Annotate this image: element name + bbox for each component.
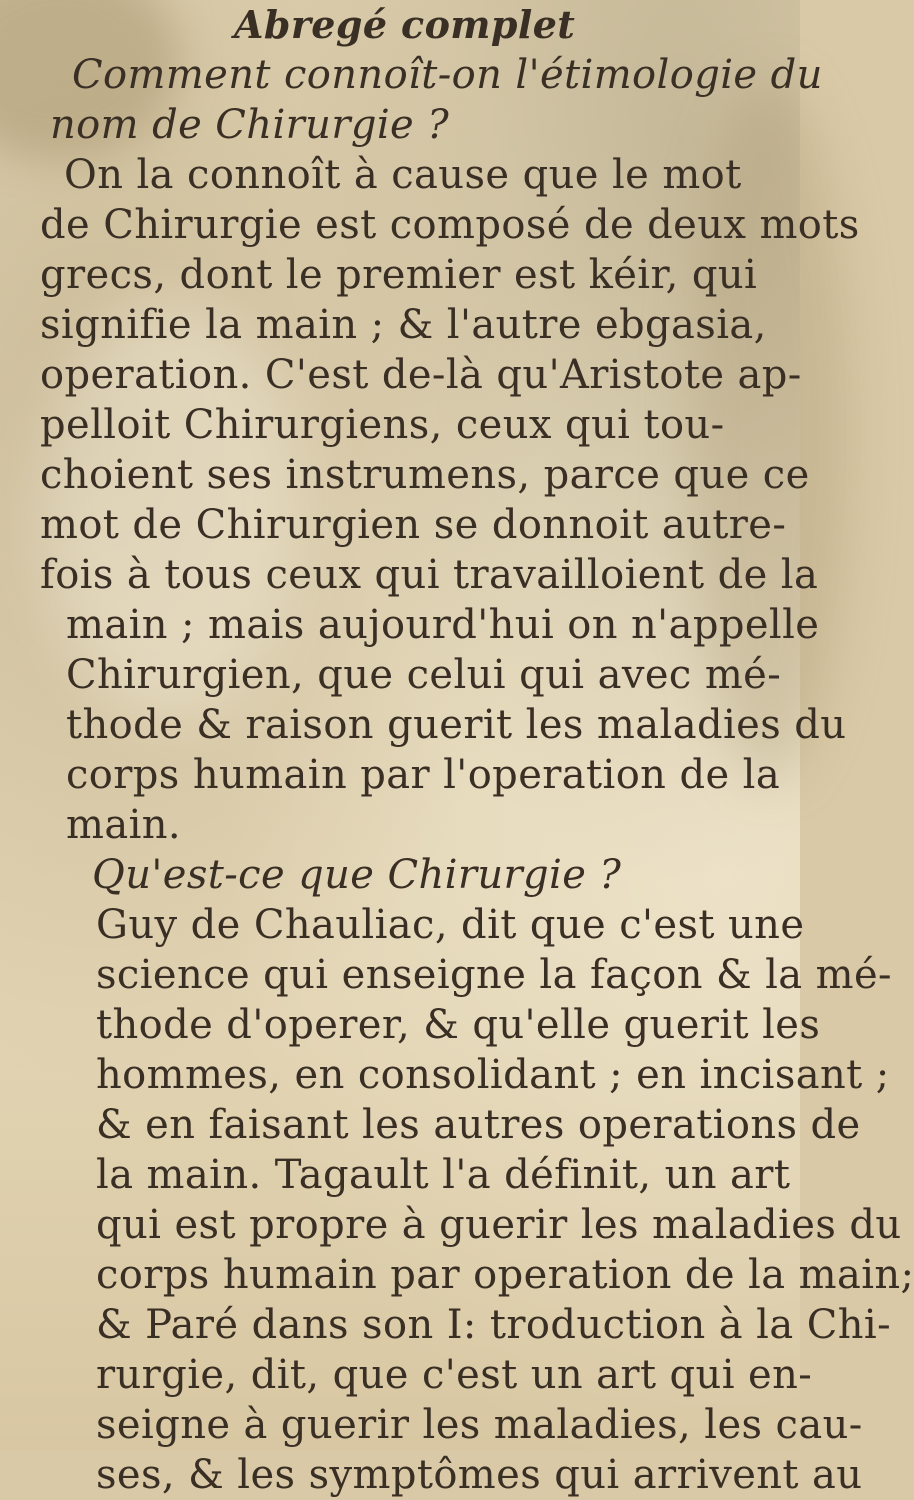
paragraph-line: seigne à guerir les maladies, les cau- [96, 1402, 863, 1448]
paragraph-line: de Chirurgie est composé de deux mots [40, 202, 860, 248]
paragraph-line: fois à tous ceux qui travailloient de la [40, 552, 819, 598]
paragraph-line: mot de Chirurgien se donnoit autre- [40, 502, 787, 548]
paragraph-line: pelloit Chirurgiens, ceux qui tou- [40, 402, 725, 448]
paragraph-line: & en faisant les autres operations de [96, 1102, 861, 1148]
paragraph-line: thode d'operer, & qu'elle guerit les [96, 1002, 821, 1048]
paragraph-line: Chirurgien, que celui qui avec mé- [66, 652, 782, 698]
paragraph-line: choient ses instrumens, parce que ce [40, 452, 810, 498]
paragraph-line: grecs, dont le premier est kéir, qui [40, 252, 758, 298]
paragraph-line: corps humain par l'operation de la [66, 752, 781, 798]
paragraph-line: operation. C'est de-là qu'Aristote ap- [40, 352, 802, 398]
running-heading: Abregé complet [234, 2, 576, 47]
question-line: nom de Chirurgie ? [50, 102, 450, 148]
paragraph-line: thode & raison guerit les maladies du [66, 702, 847, 748]
paragraph-line: la main. Tagault l'a définit, un art [96, 1152, 791, 1198]
page-text [22, 0, 914, 1500]
paragraph-line: Guy de Chauliac, dit que c'est une [96, 902, 805, 948]
paragraph-line: hommes, en consolidant ; en incisant ; [96, 1052, 890, 1098]
paragraph-line: qui est propre à guerir les maladies du [96, 1202, 902, 1248]
paragraph-line: & Paré dans son I: troduction à la Chi- [96, 1302, 891, 1348]
paragraph-line: main ; mais aujourd'hui on n'appelle [66, 602, 820, 648]
paragraph-line: main. [66, 802, 182, 848]
paragraph-line: ses, & les symptômes qui arrivent au [96, 1452, 863, 1498]
paragraph-line: rurgie, dit, que c'est un art qui en- [96, 1352, 813, 1398]
paragraph-line: science qui enseigne la façon & la mé- [96, 952, 892, 998]
question-line: Qu'est-ce que Chirurgie ? [92, 852, 622, 898]
paragraph-line: corps humain par operation de la main; [96, 1252, 914, 1298]
paragraph-line: signifie la main ; & l'autre ebgasia, [40, 302, 767, 348]
question-line: Comment connoît-on l'étimologie du [72, 52, 823, 98]
paragraph-line: On la connoît à cause que le mot [64, 152, 742, 198]
